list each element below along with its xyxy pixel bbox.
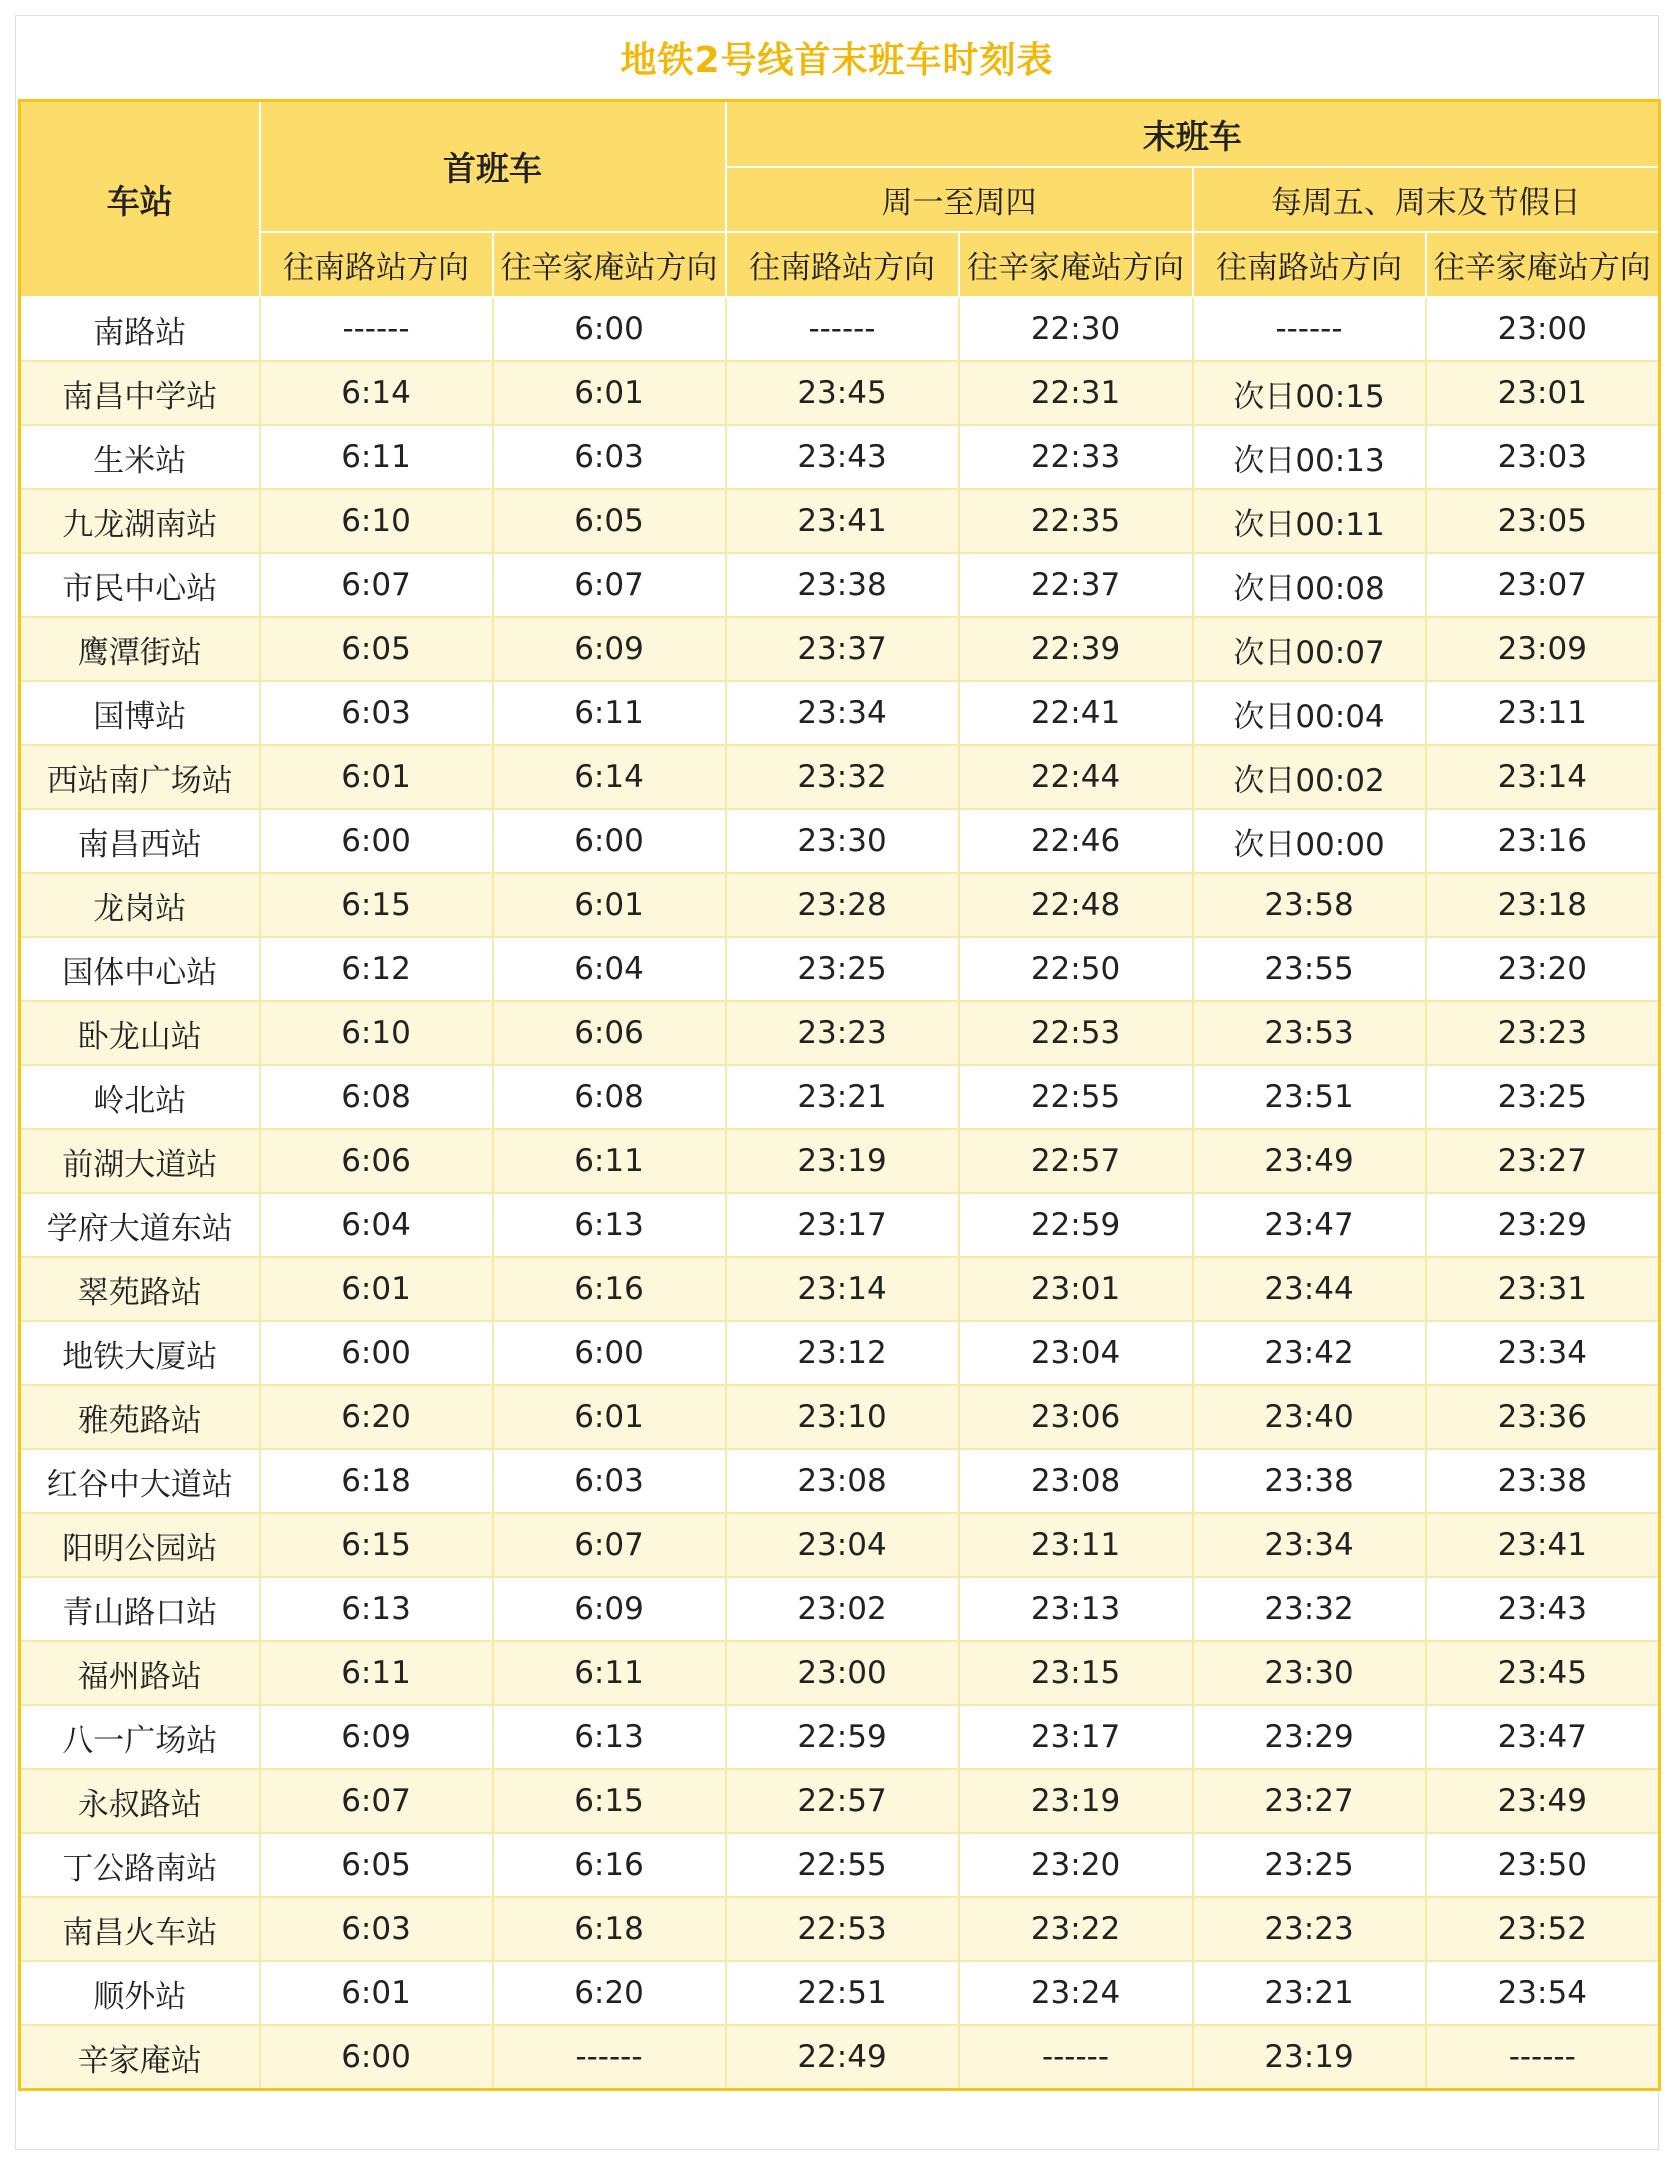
table-row xyxy=(20,1769,1660,1833)
last-train-monthu-to-nanlu: 23:00 xyxy=(726,1641,959,1705)
header-monthu-dir-nanlu: 往南路站方向 xyxy=(726,232,959,297)
first-train-to-nanlu: 6:04 xyxy=(260,1193,493,1257)
last-train-friweekend-to-xinjiaan: 23:52 xyxy=(1426,1897,1660,1961)
first-train-to-nanlu: 6:03 xyxy=(260,681,493,745)
last-train-monthu-to-xinjiaan: 22:55 xyxy=(959,1065,1193,1129)
first-train-to-nanlu: 6:20 xyxy=(260,1385,493,1449)
last-train-monthu-to-xinjiaan: 22:41 xyxy=(959,681,1193,745)
last-train-monthu-to-xinjiaan: 22:57 xyxy=(959,1129,1193,1193)
last-train-friweekend-to-xinjiaan: 23:16 xyxy=(1426,809,1660,873)
station-name: 国博站 xyxy=(20,681,260,745)
table-row xyxy=(20,1449,1660,1513)
last-train-monthu-to-nanlu: 23:30 xyxy=(726,809,959,873)
last-train-friweekend-to-nanlu: 23:34 xyxy=(1193,1513,1426,1577)
table-row xyxy=(20,1001,1660,1065)
header-mon-thu: 周一至周四 xyxy=(726,167,1193,232)
first-train-to-nanlu: 6:10 xyxy=(260,1001,493,1065)
timetable-frame xyxy=(15,15,1659,2150)
last-train-monthu-to-xinjiaan: 23:11 xyxy=(959,1513,1193,1577)
station-name: 阳明公园站 xyxy=(20,1513,260,1577)
last-train-monthu-to-xinjiaan: 22:33 xyxy=(959,425,1193,489)
table-row xyxy=(20,681,1660,745)
last-train-monthu-to-nanlu: 23:21 xyxy=(726,1065,959,1129)
last-train-monthu-to-nanlu: 23:02 xyxy=(726,1577,959,1641)
station-name: 卧龙山站 xyxy=(20,1001,260,1065)
first-train-to-nanlu: 6:05 xyxy=(260,1833,493,1897)
last-train-monthu-to-xinjiaan: 23:13 xyxy=(959,1577,1193,1641)
station-name: 地铁大厦站 xyxy=(20,1321,260,1385)
last-train-monthu-to-xinjiaan: 23:19 xyxy=(959,1769,1193,1833)
last-train-monthu-to-xinjiaan: 22:53 xyxy=(959,1001,1193,1065)
first-train-to-nanlu: 6:15 xyxy=(260,1513,493,1577)
table-row xyxy=(20,1129,1660,1193)
first-train-to-xinjiaan: 6:13 xyxy=(493,1193,726,1257)
last-train-monthu-to-nanlu: 23:34 xyxy=(726,681,959,745)
table-row xyxy=(20,873,1660,937)
last-train-friweekend-to-xinjiaan: 23:47 xyxy=(1426,1705,1660,1769)
last-train-friweekend-to-nanlu: 23:49 xyxy=(1193,1129,1426,1193)
last-train-monthu-to-xinjiaan: 22:31 xyxy=(959,361,1193,425)
last-train-friweekend-to-xinjiaan: 23:49 xyxy=(1426,1769,1660,1833)
last-train-friweekend-to-xinjiaan: 23:11 xyxy=(1426,681,1660,745)
station-name: 前湖大道站 xyxy=(20,1129,260,1193)
last-train-monthu-to-xinjiaan: 22:44 xyxy=(959,745,1193,809)
first-train-to-xinjiaan: 6:04 xyxy=(493,937,726,1001)
station-name: 西站南广场站 xyxy=(20,745,260,809)
station-name: 福州路站 xyxy=(20,1641,260,1705)
last-train-friweekend-to-xinjiaan: 23:31 xyxy=(1426,1257,1660,1321)
first-train-to-xinjiaan: 6:07 xyxy=(493,553,726,617)
station-name: 生米站 xyxy=(20,425,260,489)
last-train-friweekend-to-xinjiaan: 23:20 xyxy=(1426,937,1660,1001)
station-name: 市民中心站 xyxy=(20,553,260,617)
first-train-to-nanlu: 6:15 xyxy=(260,873,493,937)
table-row xyxy=(20,2025,1660,2090)
last-train-friweekend-to-xinjiaan: 23:03 xyxy=(1426,425,1660,489)
last-train-friweekend-to-nanlu: 23:21 xyxy=(1193,1961,1426,2025)
station-name: 丁公路南站 xyxy=(20,1833,260,1897)
table-row xyxy=(20,1065,1660,1129)
first-train-to-nanlu: 6:13 xyxy=(260,1577,493,1641)
last-train-friweekend-to-xinjiaan: 23:38 xyxy=(1426,1449,1660,1513)
last-train-friweekend-to-nanlu: ------ xyxy=(1193,297,1426,361)
first-train-to-nanlu: 6:06 xyxy=(260,1129,493,1193)
last-train-friweekend-to-xinjiaan: 23:09 xyxy=(1426,617,1660,681)
header-first-train: 首班车 xyxy=(260,101,726,233)
station-name: 南昌火车站 xyxy=(20,1897,260,1961)
first-train-to-xinjiaan: ------ xyxy=(493,2025,726,2090)
first-train-to-xinjiaan: 6:06 xyxy=(493,1001,726,1065)
table-row xyxy=(20,937,1660,1001)
station-name: 顺外站 xyxy=(20,1961,260,2025)
last-train-monthu-to-nanlu: 22:49 xyxy=(726,2025,959,2090)
last-train-friweekend-to-xinjiaan: 23:00 xyxy=(1426,297,1660,361)
first-train-to-xinjiaan: 6:11 xyxy=(493,1129,726,1193)
last-train-friweekend-to-xinjiaan: 23:34 xyxy=(1426,1321,1660,1385)
last-train-friweekend-to-xinjiaan: 23:29 xyxy=(1426,1193,1660,1257)
first-train-to-xinjiaan: 6:03 xyxy=(493,1449,726,1513)
last-train-monthu-to-nanlu: 23:23 xyxy=(726,1001,959,1065)
last-train-friweekend-to-xinjiaan: 23:23 xyxy=(1426,1001,1660,1065)
first-train-to-xinjiaan: 6:00 xyxy=(493,1321,726,1385)
table-row xyxy=(20,809,1660,873)
last-train-friweekend-to-xinjiaan: 23:05 xyxy=(1426,489,1660,553)
last-train-friweekend-to-xinjiaan: 23:18 xyxy=(1426,873,1660,937)
last-train-friweekend-to-nanlu: 次日00:13 xyxy=(1193,425,1426,489)
first-train-to-xinjiaan: 6:11 xyxy=(493,1641,726,1705)
station-name: 国体中心站 xyxy=(20,937,260,1001)
last-train-friweekend-to-nanlu: 次日00:07 xyxy=(1193,617,1426,681)
last-train-friweekend-to-nanlu: 次日00:15 xyxy=(1193,361,1426,425)
first-train-to-nanlu: 6:03 xyxy=(260,1897,493,1961)
last-train-monthu-to-xinjiaan: 22:59 xyxy=(959,1193,1193,1257)
first-train-to-xinjiaan: 6:15 xyxy=(493,1769,726,1833)
last-train-monthu-to-xinjiaan: 23:01 xyxy=(959,1257,1193,1321)
table-row xyxy=(20,553,1660,617)
last-train-friweekend-to-nanlu: 次日00:02 xyxy=(1193,745,1426,809)
first-train-to-nanlu: ------ xyxy=(260,297,493,361)
last-train-friweekend-to-nanlu: 次日00:04 xyxy=(1193,681,1426,745)
last-train-monthu-to-xinjiaan: 23:15 xyxy=(959,1641,1193,1705)
first-train-to-nanlu: 6:00 xyxy=(260,809,493,873)
last-train-friweekend-to-xinjiaan: ------ xyxy=(1426,2025,1660,2090)
page-title: 地铁2号线首末班车时刻表 xyxy=(620,40,1054,81)
last-train-friweekend-to-xinjiaan: 23:27 xyxy=(1426,1129,1660,1193)
last-train-friweekend-to-nanlu: 23:51 xyxy=(1193,1065,1426,1129)
first-train-to-xinjiaan: 6:01 xyxy=(493,1385,726,1449)
first-train-to-nanlu: 6:10 xyxy=(260,489,493,553)
last-train-monthu-to-nanlu: 23:19 xyxy=(726,1129,959,1193)
table-row xyxy=(20,1321,1660,1385)
first-train-to-xinjiaan: 6:20 xyxy=(493,1961,726,2025)
last-train-friweekend-to-xinjiaan: 23:41 xyxy=(1426,1513,1660,1577)
last-train-monthu-to-nanlu: 23:38 xyxy=(726,553,959,617)
last-train-monthu-to-xinjiaan: 22:48 xyxy=(959,873,1193,937)
last-train-friweekend-to-xinjiaan: 23:45 xyxy=(1426,1641,1660,1705)
last-train-monthu-to-nanlu: 23:43 xyxy=(726,425,959,489)
last-train-monthu-to-nanlu: 23:04 xyxy=(726,1513,959,1577)
last-train-monthu-to-nanlu: 22:57 xyxy=(726,1769,959,1833)
last-train-friweekend-to-nanlu: 23:30 xyxy=(1193,1641,1426,1705)
last-train-friweekend-to-nanlu: 次日00:11 xyxy=(1193,489,1426,553)
last-train-monthu-to-nanlu: 22:53 xyxy=(726,1897,959,1961)
first-train-to-nanlu: 6:18 xyxy=(260,1449,493,1513)
station-name: 辛家庵站 xyxy=(20,2025,260,2090)
first-train-to-nanlu: 6:01 xyxy=(260,745,493,809)
last-train-monthu-to-nanlu: 22:59 xyxy=(726,1705,959,1769)
table-row xyxy=(20,617,1660,681)
last-train-friweekend-to-xinjiaan: 23:01 xyxy=(1426,361,1660,425)
first-train-to-xinjiaan: 6:11 xyxy=(493,681,726,745)
last-train-monthu-to-nanlu: 23:32 xyxy=(726,745,959,809)
last-train-monthu-to-xinjiaan: 23:04 xyxy=(959,1321,1193,1385)
first-train-to-xinjiaan: 6:08 xyxy=(493,1065,726,1129)
last-train-monthu-to-nanlu: 23:37 xyxy=(726,617,959,681)
last-train-friweekend-to-xinjiaan: 23:14 xyxy=(1426,745,1660,809)
first-train-to-nanlu: 6:11 xyxy=(260,1641,493,1705)
last-train-friweekend-to-xinjiaan: 23:43 xyxy=(1426,1577,1660,1641)
station-name: 青山路口站 xyxy=(20,1577,260,1641)
first-train-to-xinjiaan: 6:07 xyxy=(493,1513,726,1577)
table-row xyxy=(20,1961,1660,2025)
first-train-to-nanlu: 6:01 xyxy=(260,1257,493,1321)
first-train-to-nanlu: 6:07 xyxy=(260,553,493,617)
header-monthu-dir-xinjiaan: 往辛家庵站方向 xyxy=(959,232,1193,297)
table-row xyxy=(20,489,1660,553)
first-train-to-xinjiaan: 6:09 xyxy=(493,617,726,681)
station-name: 南路站 xyxy=(20,297,260,361)
station-name: 南昌中学站 xyxy=(20,361,260,425)
first-train-to-xinjiaan: 6:03 xyxy=(493,425,726,489)
last-train-monthu-to-nanlu: 22:55 xyxy=(726,1833,959,1897)
last-train-friweekend-to-xinjiaan: 23:36 xyxy=(1426,1385,1660,1449)
first-train-to-nanlu: 6:11 xyxy=(260,425,493,489)
last-train-friweekend-to-xinjiaan: 23:50 xyxy=(1426,1833,1660,1897)
last-train-friweekend-to-nanlu: 23:38 xyxy=(1193,1449,1426,1513)
station-name: 龙岗站 xyxy=(20,873,260,937)
first-train-to-xinjiaan: 6:14 xyxy=(493,745,726,809)
header-friweekend-dir-nanlu: 往南路站方向 xyxy=(1193,232,1426,297)
last-train-friweekend-to-xinjiaan: 23:07 xyxy=(1426,553,1660,617)
last-train-friweekend-to-xinjiaan: 23:25 xyxy=(1426,1065,1660,1129)
first-train-to-nanlu: 6:01 xyxy=(260,1961,493,2025)
header-first-dir-nanlu: 往南路站方向 xyxy=(260,232,493,297)
last-train-friweekend-to-nanlu: 23:27 xyxy=(1193,1769,1426,1833)
last-train-monthu-to-xinjiaan: 22:46 xyxy=(959,809,1193,873)
last-train-friweekend-to-nanlu: 23:42 xyxy=(1193,1321,1426,1385)
last-train-monthu-to-xinjiaan: 22:30 xyxy=(959,297,1193,361)
last-train-monthu-to-nanlu: 23:14 xyxy=(726,1257,959,1321)
table-row xyxy=(20,1705,1660,1769)
last-train-friweekend-to-nanlu: 23:55 xyxy=(1193,937,1426,1001)
station-name: 红谷中大道站 xyxy=(20,1449,260,1513)
station-name: 鹰潭街站 xyxy=(20,617,260,681)
first-train-to-xinjiaan: 6:01 xyxy=(493,873,726,937)
station-name: 学府大道东站 xyxy=(20,1193,260,1257)
table-row xyxy=(20,361,1660,425)
table-row xyxy=(20,1833,1660,1897)
last-train-monthu-to-nanlu: 23:08 xyxy=(726,1449,959,1513)
last-train-monthu-to-nanlu: 23:17 xyxy=(726,1193,959,1257)
first-train-to-xinjiaan: 6:00 xyxy=(493,809,726,873)
first-train-to-xinjiaan: 6:01 xyxy=(493,361,726,425)
station-name: 岭北站 xyxy=(20,1065,260,1129)
first-train-to-nanlu: 6:14 xyxy=(260,361,493,425)
last-train-friweekend-to-nanlu: 23:23 xyxy=(1193,1897,1426,1961)
last-train-friweekend-to-nanlu: 23:19 xyxy=(1193,2025,1426,2090)
first-train-to-xinjiaan: 6:00 xyxy=(493,297,726,361)
header-fri-weekend: 每周五、周末及节假日 xyxy=(1193,167,1660,232)
last-train-monthu-to-nanlu: 23:45 xyxy=(726,361,959,425)
first-train-to-nanlu: 6:00 xyxy=(260,2025,493,2090)
last-train-monthu-to-nanlu: 23:10 xyxy=(726,1385,959,1449)
station-name: 九龙湖南站 xyxy=(20,489,260,553)
last-train-monthu-to-xinjiaan: 23:06 xyxy=(959,1385,1193,1449)
last-train-friweekend-to-nanlu: 23:29 xyxy=(1193,1705,1426,1769)
last-train-monthu-to-xinjiaan: ------ xyxy=(959,2025,1193,2090)
last-train-monthu-to-xinjiaan: 23:08 xyxy=(959,1449,1193,1513)
last-train-monthu-to-nanlu: 23:25 xyxy=(726,937,959,1001)
first-train-to-xinjiaan: 6:05 xyxy=(493,489,726,553)
table-row xyxy=(20,1577,1660,1641)
header-station: 车站 xyxy=(20,101,260,298)
last-train-friweekend-to-nanlu: 23:58 xyxy=(1193,873,1426,937)
last-train-monthu-to-nanlu: 23:28 xyxy=(726,873,959,937)
first-train-to-nanlu: 6:05 xyxy=(260,617,493,681)
timetable xyxy=(18,99,1661,2091)
last-train-friweekend-to-nanlu: 次日00:00 xyxy=(1193,809,1426,873)
first-train-to-xinjiaan: 6:13 xyxy=(493,1705,726,1769)
last-train-monthu-to-xinjiaan: 22:50 xyxy=(959,937,1193,1001)
table-row xyxy=(20,745,1660,809)
table-row xyxy=(20,1897,1660,1961)
table-row xyxy=(20,1257,1660,1321)
first-train-to-xinjiaan: 6:16 xyxy=(493,1257,726,1321)
header-last-train: 末班车 xyxy=(726,101,1660,168)
last-train-friweekend-to-nanlu: 23:32 xyxy=(1193,1577,1426,1641)
table-row xyxy=(20,1193,1660,1257)
first-train-to-nanlu: 6:07 xyxy=(260,1769,493,1833)
first-train-to-nanlu: 6:12 xyxy=(260,937,493,1001)
table-row xyxy=(20,297,1660,361)
station-name: 永叔路站 xyxy=(20,1769,260,1833)
station-name: 雅苑路站 xyxy=(20,1385,260,1449)
header-friweekend-dir-xinjiaan: 往辛家庵站方向 xyxy=(1426,232,1660,297)
last-train-friweekend-to-nanlu: 23:44 xyxy=(1193,1257,1426,1321)
table-row xyxy=(20,1385,1660,1449)
first-train-to-xinjiaan: 6:18 xyxy=(493,1897,726,1961)
last-train-friweekend-to-nanlu: 23:47 xyxy=(1193,1193,1426,1257)
station-name: 南昌西站 xyxy=(20,809,260,873)
last-train-monthu-to-xinjiaan: 23:22 xyxy=(959,1897,1193,1961)
last-train-monthu-to-xinjiaan: 23:17 xyxy=(959,1705,1193,1769)
last-train-monthu-to-nanlu: 22:51 xyxy=(726,1961,959,2025)
last-train-monthu-to-xinjiaan: 22:35 xyxy=(959,489,1193,553)
last-train-friweekend-to-nanlu: 次日00:08 xyxy=(1193,553,1426,617)
table-row xyxy=(20,1513,1660,1577)
first-train-to-nanlu: 6:09 xyxy=(260,1705,493,1769)
last-train-friweekend-to-nanlu: 23:40 xyxy=(1193,1385,1426,1449)
last-train-monthu-to-xinjiaan: 23:20 xyxy=(959,1833,1193,1897)
last-train-monthu-to-xinjiaan: 22:37 xyxy=(959,553,1193,617)
table-row xyxy=(20,425,1660,489)
last-train-monthu-to-xinjiaan: 22:39 xyxy=(959,617,1193,681)
last-train-monthu-to-nanlu: ------ xyxy=(726,297,959,361)
timetable-body xyxy=(20,297,1660,2090)
station-name: 翠苑路站 xyxy=(20,1257,260,1321)
last-train-friweekend-to-nanlu: 23:53 xyxy=(1193,1001,1426,1065)
first-train-to-nanlu: 6:08 xyxy=(260,1065,493,1129)
last-train-monthu-to-nanlu: 23:12 xyxy=(726,1321,959,1385)
first-train-to-xinjiaan: 6:16 xyxy=(493,1833,726,1897)
first-train-to-nanlu: 6:00 xyxy=(260,1321,493,1385)
timetable-header xyxy=(20,101,1660,298)
last-train-friweekend-to-nanlu: 23:25 xyxy=(1193,1833,1426,1897)
station-name: 八一广场站 xyxy=(20,1705,260,1769)
last-train-monthu-to-nanlu: 23:41 xyxy=(726,489,959,553)
last-train-monthu-to-xinjiaan: 23:24 xyxy=(959,1961,1193,2025)
header-first-dir-xinjiaan: 往辛家庵站方向 xyxy=(493,232,726,297)
table-row xyxy=(20,1641,1660,1705)
first-train-to-xinjiaan: 6:09 xyxy=(493,1577,726,1641)
last-train-friweekend-to-xinjiaan: 23:54 xyxy=(1426,1961,1660,2025)
